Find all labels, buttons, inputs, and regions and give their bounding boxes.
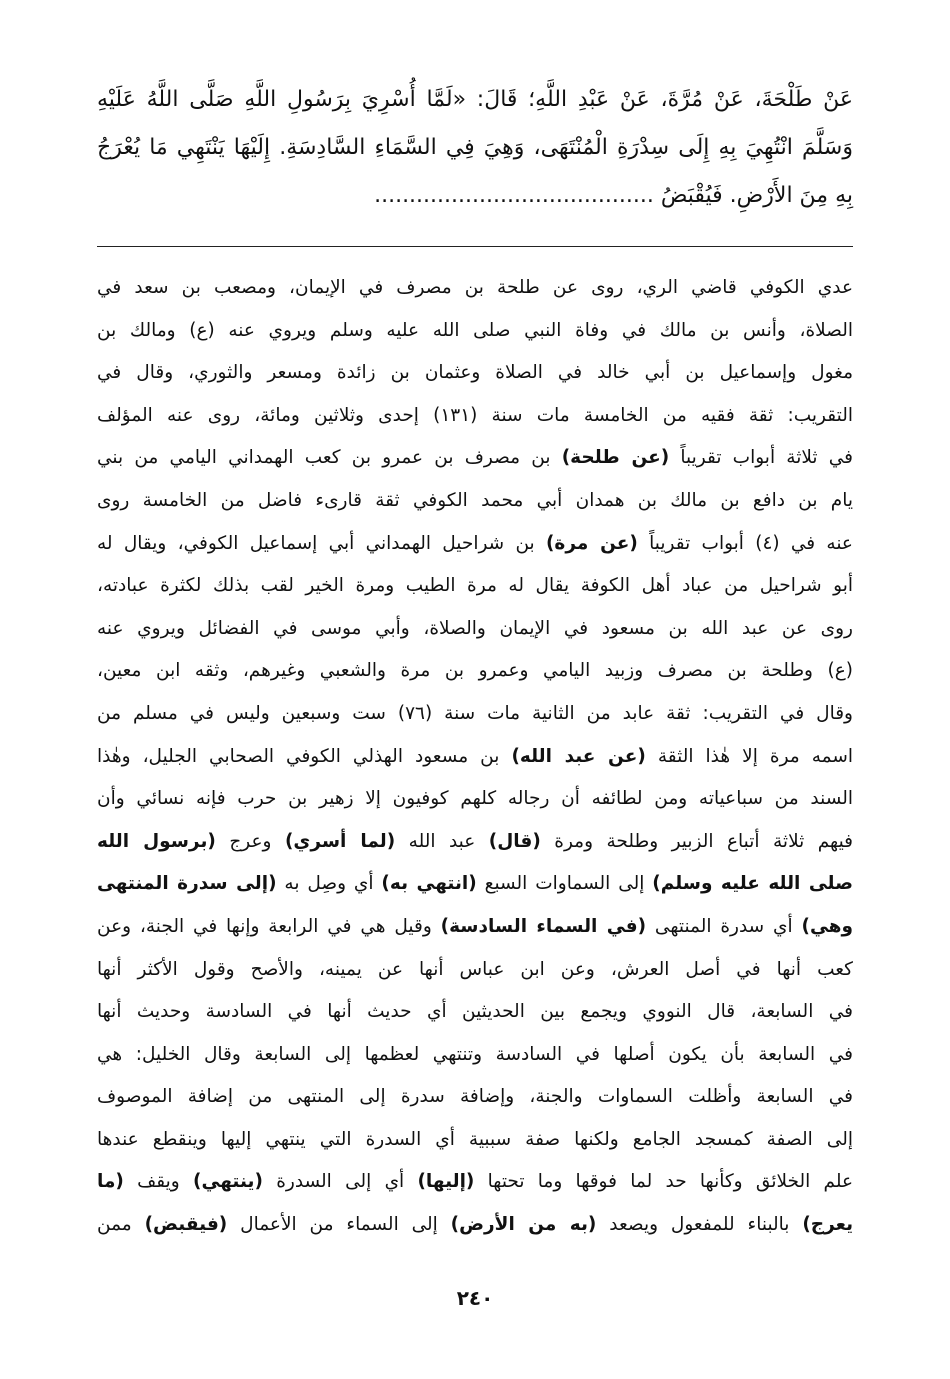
commentary-segment: وعرج xyxy=(215,830,285,852)
commentary-segment: وقال في التقريب: ثقة عابد من الثانية مات سنة (٧٦) ست وسبعين وليس في مسلم من xyxy=(97,702,853,724)
commentary-segment: ممن xyxy=(97,1214,145,1236)
commentary-segment: ويقف xyxy=(123,1171,194,1193)
hadith-line: بِهِ مِنَ الأَرْضِ. فَيُقْبَضُ ........................................ xyxy=(374,183,853,208)
commentary-segment: عبد الله xyxy=(395,830,489,852)
commentary-line xyxy=(97,480,853,523)
commentary-segment: (ع) وطلحة بن مصرف وزبيد اليامي وعمرو بن مرة والشعبي وغيرهم، وثقه ابن معين، xyxy=(97,660,853,682)
quoted-phrase: (فيقبض) xyxy=(144,1214,228,1236)
commentary-text xyxy=(97,267,853,1247)
commentary-segment: التقريب: ثقة فقيه من الخامسة مات سنة (١٣١) إحدى وثلاثين ومائة، روى عنه المؤلف xyxy=(97,404,853,426)
quoted-phrase: (عن مرة) xyxy=(545,532,638,554)
commentary-line xyxy=(97,693,853,736)
quoted-phrase: (به من الأرض) xyxy=(450,1214,597,1236)
quoted-phrase: (إلى سدرة المنتهى xyxy=(97,873,277,895)
quoted-phrase: (قال) xyxy=(488,830,541,852)
commentary-line xyxy=(97,1034,853,1077)
commentary-line xyxy=(97,565,853,608)
commentary-line xyxy=(97,1161,853,1204)
quoted-phrase: يعرج) xyxy=(802,1214,854,1236)
commentary-line xyxy=(97,863,853,906)
quoted-phrase: (انتهي به) xyxy=(381,873,477,895)
commentary-line xyxy=(97,395,853,438)
commentary-line xyxy=(97,437,853,480)
hadith-line: عَنْ طَلْحَةَ، عَنْ مُرَّةَ، عَنْ عَبْدِ اللَّهِ؛ قَالَ: «لَمَّا أُسْرِيَ بِرَسُولِ اللَّهِ صَلَّى اللَّهُ عَلَيْهِ xyxy=(97,87,853,112)
commentary-line xyxy=(97,991,853,1034)
commentary-line xyxy=(97,1076,853,1119)
quoted-phrase: (عن عبد الله) xyxy=(511,745,646,767)
commentary-segment: روى عن عبد الله بن مسعود في الإيمان والصلاة، وأبي موسى في الفضائل ويروي عنه xyxy=(97,617,853,639)
commentary-segment: عنه في (٤) أبواب تقريباً xyxy=(637,532,853,554)
commentary-segment: أي وصِل به xyxy=(276,873,382,895)
commentary-segment: اسمه مرة إلا هٰذا الثقة xyxy=(645,745,854,767)
commentary-segment: في السابعة، قال النووي ويجمع بين الحديثين أي حديث أنها في السادسة وحديث أنها xyxy=(97,1001,853,1023)
page-number: ٢٤٠ xyxy=(456,1286,494,1310)
hadith-line: وَسَلَّمَ انْتُهِيَ بِهِ إِلَى سِدْرَةِ الْمُنْتَهَى، وَهِيَ فِي السَّمَاءِ السَّادِسَةِ. إِلَيْهَا يَنْتَهِي مَا يُعْرَجُ xyxy=(97,135,853,160)
commentary-segment: بن مسعود الهذلي الكوفي الصحابي الجليل، وهٰذا xyxy=(97,745,512,767)
commentary-line xyxy=(97,949,853,992)
commentary-line xyxy=(97,736,853,779)
quoted-phrase: (لما أسري) xyxy=(284,830,396,852)
commentary-segment: الصلاة، وأنس بن مالك في وفاة النبي صلى الله عليه وسلم ويروي عنه (ع) ومالك بن xyxy=(97,319,853,341)
commentary-segment: بن شراحيل الهمداني أبي إسماعيل الكوفي، ويقال له xyxy=(97,532,546,554)
quoted-phrase: (ينتهي) xyxy=(193,1171,263,1193)
commentary-line xyxy=(97,906,853,949)
commentary-line xyxy=(97,310,853,353)
hadith-text xyxy=(97,76,853,220)
quoted-phrase: (إليها) xyxy=(417,1171,475,1193)
quoted-phrase: (ما xyxy=(97,1171,124,1193)
commentary-segment: كعب أنها في أصل العرش، وعن ابن عباس أنها عن يمينه، والأصح وقول الأكثر أنها xyxy=(97,958,853,980)
quoted-phrase: (في السماء السادسة) xyxy=(440,915,647,937)
commentary-segment: بن مصرف بن عمرو بن كعب الهمداني اليامي من بني xyxy=(97,447,562,469)
commentary-segment: في ثلاثة أبواب تقريباً xyxy=(669,447,854,469)
quoted-phrase: صلى الله عليه وسلم) xyxy=(652,873,853,895)
commentary-line xyxy=(97,523,853,566)
commentary-segment: علم الخلائق وكأنها حد لما فوقها وما تحتها xyxy=(474,1171,853,1193)
commentary-segment: في السابعة وأظلت السماوات والجنة، وإضافة سدرة إلى المنتهى من إضافة الموصوف xyxy=(97,1086,853,1108)
footnote-divider xyxy=(97,246,853,247)
quoted-phrase: (برسول الله xyxy=(97,830,216,852)
commentary-segment: السند من سباعياته ومن لطائفه أن رجاله كلهم كوفيون إلا زهير بن حرب فإنه نسائي وأن xyxy=(97,788,853,810)
commentary-segment: مغول وإسماعيل بن أبي خالد في الصلاة وعثمان بن زائدة ومسعر والثوري، وقال في xyxy=(97,362,853,384)
commentary-line xyxy=(97,1119,853,1162)
commentary-line xyxy=(97,821,853,864)
commentary-segment: في السابعة بأن يكون أصلها في السادسة وتنتهي لعظمها إلى السابعة وقال الخليل: هي xyxy=(97,1043,853,1065)
commentary-segment: وقيل هي في الرابعة وإنها في الجنة، وعن xyxy=(97,915,441,937)
commentary-segment: يام بن دافع بن مالك بن همدان أبي محمد الكوفي ثقة قارىء فاضل من الخامسة روى xyxy=(97,489,853,511)
quoted-phrase: وهي) xyxy=(801,915,853,937)
commentary-line xyxy=(97,267,853,310)
commentary-segment: أي سدرة المنتهى xyxy=(646,915,802,937)
quoted-phrase: (عن طلحة) xyxy=(561,447,670,469)
commentary-segment: إلى السماء من الأعمال xyxy=(227,1214,451,1236)
commentary-segment: أي إلى السدرة xyxy=(262,1171,418,1193)
commentary-segment: إلى السماوات السبع xyxy=(476,873,653,895)
commentary-line xyxy=(97,778,853,821)
commentary-segment: أبو شراحيل من عباد أهل الكوفة يقال له مرة الطيب ومرة الخير لقب بذلك لكثرة عبادته، xyxy=(97,575,853,597)
commentary-segment: إلى الصفة كمسجد الجامع ولكنها صفة سببية أي السدرة التي ينتهي إليها وينقطع عندها xyxy=(97,1128,853,1150)
commentary-segment: فيهم ثلاثة أتباع الزبير وطلحة ومرة xyxy=(540,830,854,852)
commentary-line xyxy=(97,1204,853,1247)
commentary-line xyxy=(97,352,853,395)
commentary-line xyxy=(97,650,853,693)
commentary-line xyxy=(97,608,853,651)
commentary-segment: بالبناء للمفعول ويصعد xyxy=(596,1214,803,1236)
commentary-segment: عدي الكوفي قاضي الري، روى عن طلحة بن مصرف في الإيمان، ومصعب بن سعد في xyxy=(97,277,853,298)
